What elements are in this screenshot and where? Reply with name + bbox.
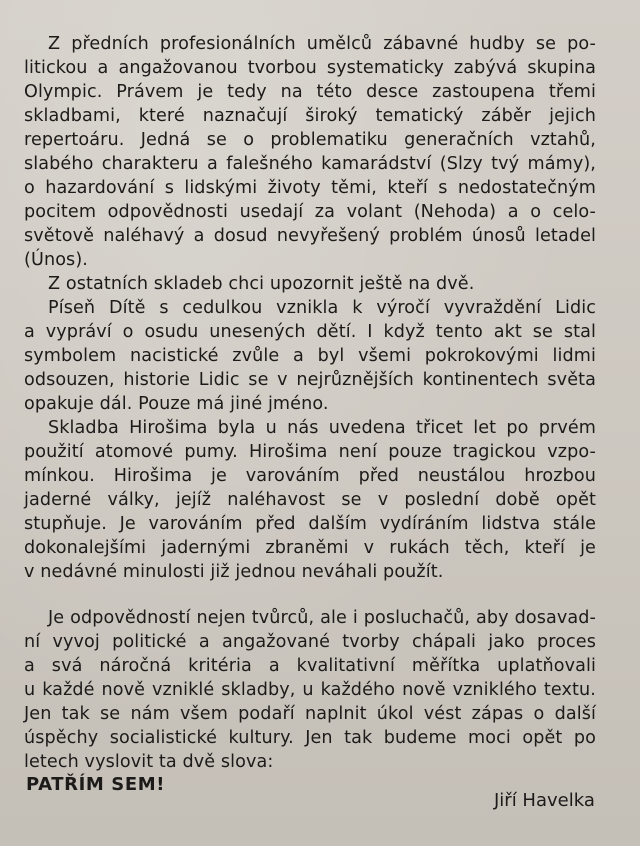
text-line: repertoáru. Jedná se o problematiku generačních vztahů, xyxy=(24,130,596,150)
text-line: Píseň Dítě s cedulkou vznikla k výročí vyvraždění Lidic xyxy=(48,298,596,318)
text-line: symbolem nacistické zvůle a byl všemi pokrokovými lidmi xyxy=(24,346,596,366)
text-line: dokonalejšími jadernými zbraněmi v rukách těch, kteří je xyxy=(24,538,596,558)
text-line: slabého charakteru a falešného kamarádství (Slzy tvý mámy), xyxy=(24,154,596,174)
text-line: letech vyslovit ta dvě slova: xyxy=(24,752,274,772)
text-line: v nedávné minulosti již jednou neváhali použít. xyxy=(24,562,444,582)
text-line: pocitem odpovědnosti usedají za volant (Nehoda) a o celo- xyxy=(24,202,596,222)
text-line: (Únos). xyxy=(24,250,88,270)
text-line: skladbami, které naznačují široký tematický záběr jejich xyxy=(24,106,596,126)
text-line: Z ostatních skladeb chci upozornit ještě na dvě. xyxy=(48,274,475,294)
closing-slogan: PATŘÍM SEM! xyxy=(26,774,166,795)
text-line: použití atomové pumy. Hirošima není pouze tragickou vzpo- xyxy=(24,442,596,462)
text-line: odsouzen, historie Lidic se v nejrůznějších kontinentech světa xyxy=(24,370,596,390)
text-line: mínkou. Hirošima je varováním před neustálou hrozbou xyxy=(24,466,596,486)
text-line: u každé nově vzniklé skladby, u každého nově vzniklého textu. xyxy=(24,680,596,700)
text-line: stupňuje. Je varováním před dalším vydíráním lidstva stále xyxy=(24,514,596,534)
text-line: o hazardování s lidskými životy těmi, kteří s nedostatečným xyxy=(24,178,596,198)
text-line: ní vyvoj politické a angažované tvorby chápali jako proces xyxy=(24,632,596,652)
text-line: opakuje dál. Pouze má jiné jméno. xyxy=(24,394,329,414)
text-line: Olympic. Právem je tedy na této desce zastoupena třemi xyxy=(24,82,596,102)
text-line: a vypráví o osudu unesených dětí. I když tento akt se stal xyxy=(24,322,596,342)
text-line: Jen tak se nám všem podaří naplnit úkol vést zápas o další xyxy=(24,704,596,724)
text-line: světově naléhavý a dosud nevyřešený problém únosů letadel xyxy=(24,226,596,246)
text-line: úspěchy socialistické kultury. Jen tak budeme moci opět po xyxy=(24,728,596,748)
text-line: Z předních profesionálních umělců zábavné hudby se po- xyxy=(48,34,596,54)
author-signature: Jiří Havelka xyxy=(494,790,595,811)
text-line: Skladba Hirošima byla u nás uvedena třicet let po prvém xyxy=(48,418,596,438)
text-line: a svá náročná kritéria a kvalitativní měřítka uplatňovali xyxy=(24,656,596,676)
text-line: Je odpovědností nejen tvůrců, ale i posluchačů, aby dosavad- xyxy=(48,608,596,628)
text-line: litickou a angažovanou tvorbou systematicky zabývá skupina xyxy=(24,58,596,78)
text-line: jaderné války, jejíž naléhavost se v poslední době opět xyxy=(24,490,596,510)
